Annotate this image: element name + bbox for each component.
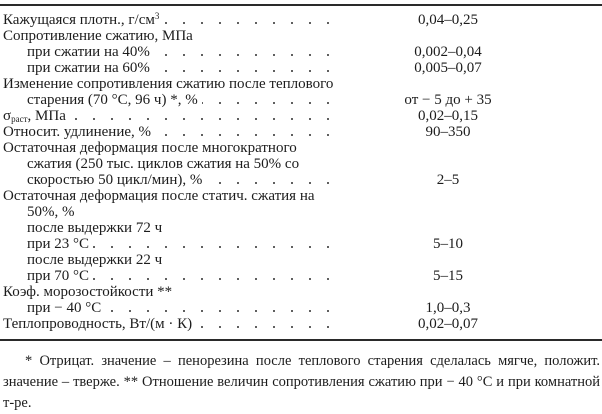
table-row <box>3 92 602 108</box>
table-row <box>3 316 602 332</box>
row-value: 2–5 <box>436 172 460 188</box>
table-row <box>3 172 602 188</box>
table-row <box>3 284 602 300</box>
dot-leader <box>196 326 337 328</box>
row-label-text: при − 40 °C <box>27 300 102 316</box>
table-row <box>3 44 602 60</box>
row-label-text: Теплопроводность, Вт/(м · К) <box>3 316 193 332</box>
row-label-text: при 70 °C <box>27 268 90 284</box>
table-row <box>3 268 602 284</box>
dot-leader <box>155 134 337 136</box>
table-row <box>3 28 602 44</box>
row-label <box>27 172 202 188</box>
table-row <box>3 236 602 252</box>
row-label-text: Коэф. морозостойкости ** <box>3 284 173 300</box>
row-label-text: после выдержки 72 ч <box>27 220 163 236</box>
row-label-text: 50%, % <box>27 204 75 220</box>
row-label-text: при 23 °C <box>27 236 90 252</box>
row-label <box>27 252 162 268</box>
row-value: 0,04–0,25 <box>418 12 478 28</box>
row-label <box>27 220 162 236</box>
row-value: 0,002–0,04 <box>414 44 482 60</box>
row-label <box>3 316 192 332</box>
dot-leader <box>105 310 337 312</box>
row-label <box>27 156 299 172</box>
row-label <box>3 124 151 140</box>
row-label <box>27 44 150 60</box>
row-label-text: при сжатии на 40% <box>27 44 150 60</box>
dot-leader <box>163 22 337 24</box>
row-label-text: Кажущаяся плотн., г/см <box>3 12 155 28</box>
table-row <box>3 188 602 204</box>
table-row <box>3 60 602 76</box>
footnotes <box>3 351 600 414</box>
row-label <box>27 204 75 220</box>
table-row <box>3 252 602 268</box>
properties-table <box>3 12 602 332</box>
row-label-text: при сжатии на 60% <box>27 60 150 76</box>
row-label-text: после выдержки 22 ч <box>27 252 163 268</box>
row-value: 5–10 <box>433 236 463 252</box>
row-label-text: Остаточная деформация после статич. сжатия на <box>3 188 315 204</box>
table-row <box>3 124 602 140</box>
row-value: 0,005–0,07 <box>414 60 482 76</box>
dot-leader <box>154 54 337 56</box>
row-label <box>3 284 172 300</box>
row-label-text: Изменение сопротивления сжатию после теплового <box>3 76 334 92</box>
table-bottom-rule <box>0 339 602 341</box>
row-label-text: Относит. удлинение, % <box>3 124 151 140</box>
row-label <box>27 300 101 316</box>
row-label <box>3 12 159 28</box>
row-label-text: Остаточная деформация после многократного <box>3 140 297 156</box>
row-value: 1,0–0,3 <box>425 300 471 316</box>
row-label-text: σ <box>3 108 12 124</box>
label-suffix: , МПа <box>27 108 66 124</box>
dot-leader <box>206 182 337 184</box>
table-row <box>3 76 602 92</box>
row-label-text: сжатия (250 тыс. циклов сжатия на 50% со <box>27 156 300 172</box>
row-value: 0,02–0,07 <box>418 316 478 332</box>
row-label <box>3 28 193 44</box>
row-value: 5–15 <box>433 268 463 284</box>
footnote-text: * Отрицат. значение – пенорезина после теплового старения сделалась мягче, положит. значение – тверже. ** Отношение величин сопротивления сжатию при − 40 °C и при комнатной т-ре. <box>3 353 600 411</box>
table-row <box>3 156 602 172</box>
dot-leader <box>93 278 337 280</box>
dot-leader <box>93 246 337 248</box>
row-value: 90–350 <box>425 124 471 140</box>
row-label <box>3 76 333 92</box>
table-row <box>3 204 602 220</box>
dot-leader <box>154 70 337 72</box>
dot-leader <box>202 102 337 104</box>
row-label <box>27 268 89 284</box>
dot-leader <box>70 118 337 120</box>
table-top-rule <box>0 4 602 6</box>
row-value: 0,02–0,15 <box>418 108 478 124</box>
table-row <box>3 12 602 28</box>
row-label <box>3 140 297 156</box>
row-label-text: Сопротивление сжатию, МПа <box>3 28 193 44</box>
row-label <box>3 188 315 204</box>
table-row <box>3 140 602 156</box>
row-label <box>27 92 198 108</box>
row-label <box>27 60 150 76</box>
row-label <box>27 236 89 252</box>
table-row <box>3 108 602 124</box>
superscript: 3 <box>154 11 160 21</box>
row-value: от − 5 до + 35 <box>404 92 492 108</box>
table-row <box>3 220 602 236</box>
table-row <box>3 300 602 316</box>
row-label-text: скоростью 50 цикл/мин), % <box>27 172 203 188</box>
subscript: раст <box>11 114 28 124</box>
row-label-text: старения (70 °C, 96 ч) *, % <box>27 92 198 108</box>
